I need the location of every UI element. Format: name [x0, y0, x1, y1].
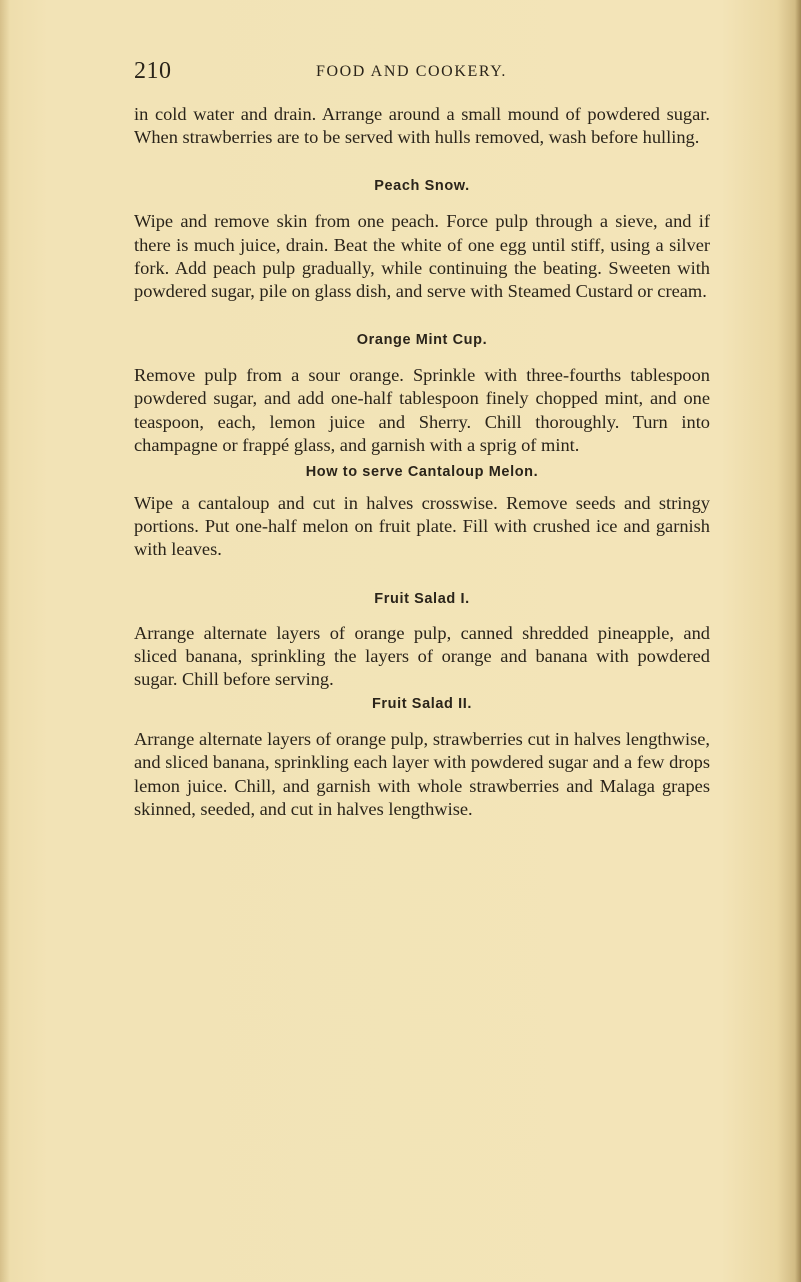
recipe-title-orange-mint-cup: Orange Mint Cup. — [356, 332, 488, 349]
running-header — [134, 58, 714, 88]
recipe-body-fruit-salad-2: Arrange alternate layers of orange pulp, strawberries cut in halves lengthwise, and sliced banana, sprinkling each layer with powdered sugar and a few drops lemon juice. Chill, and garnish with whole strawberries and Malaga grapes skinned, seeded, and cut in halves lengthwise. — [134, 729, 710, 819]
page-content — [134, 103, 710, 821]
recipe-title-fruit-salad-2: Fruit Salad II. — [371, 696, 473, 713]
recipe-body-fruit-salad-1: Arrange alternate layers of orange pulp, canned shredded pineapple, and sliced banana, sprinkling the layers of orange and banana with powdered sugar. Chill before serving. — [134, 622, 710, 690]
page-edge-shadow — [795, 0, 801, 1282]
recipe-body-peach-snow: Wipe and remove skin from one peach. Force pulp through a sieve, and if there is much juice, drain. Beat the white of one egg until stiff, using a silver fork. Add peach pulp gradually, while continuing the beating. Sweeten with powdered sugar, pile on glass dish, and serve with Steamed Custard or cream. — [134, 211, 710, 302]
recipe-body-cantaloup-melon: Wipe a cantaloup and cut in halves crosswise. Remove seeds and stringy portions. Put one-half melon on fruit plate. Fill with crushed ice and garnish with leaves. — [134, 493, 710, 560]
running-title: FOOD AND COOKERY. — [316, 63, 507, 80]
page-gutter-shadow — [0, 0, 10, 1282]
page-number: 210 — [134, 58, 172, 84]
recipe-body-orange-mint-cup: Remove pulp from a sour orange. Sprinkle with three-fourths tablespoon powdered sugar, and add one-half tablespoon finely chopped mint, and one teaspoon, each, lemon juice and Sherry. Chill thoroughly. Turn into champagne or frappé glass, and garnish with a sprig of mint. — [134, 365, 710, 455]
recipe-title-peach-snow: Peach Snow. — [374, 178, 470, 195]
intro-paragraph: in cold water and drain. Arrange around a small mound of powdered sugar. When strawberries are to be served with hulls removed, wash before hulling. — [134, 104, 710, 148]
recipe-title-fruit-salad-1: Fruit Salad I. — [374, 590, 470, 607]
recipe-title-cantaloup-melon: How to serve Cantaloup Melon. — [305, 464, 539, 481]
